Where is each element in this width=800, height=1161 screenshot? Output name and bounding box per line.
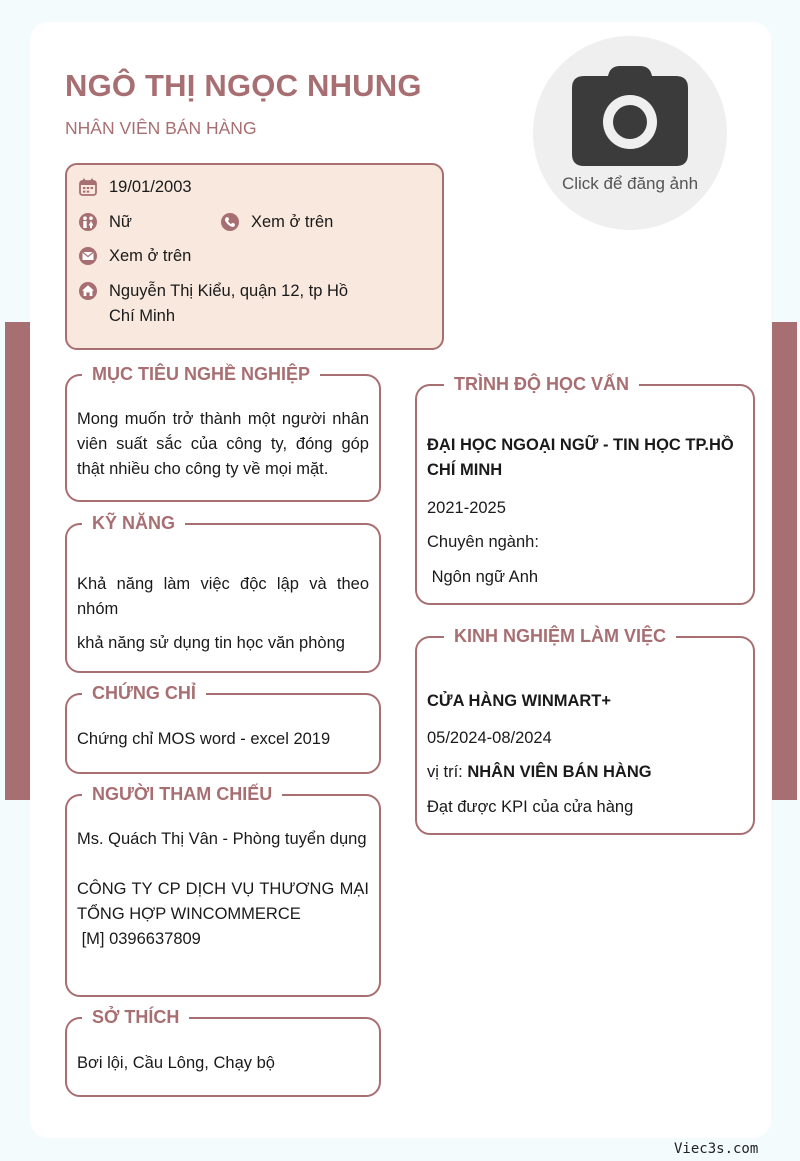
address-row[interactable] [78,279,378,329]
certificates-title: CHỨNG CHỈ [82,682,206,704]
home-icon [78,281,98,301]
skill-item[interactable]: Khả năng làm việc độc lập và theo nhóm [77,575,369,618]
education-period[interactable]: 2021-2025 [427,499,506,517]
reference-phone[interactable]: [M] 0396637809 [77,930,201,948]
dob-row[interactable] [78,175,192,200]
gender-icon [78,212,98,232]
address-value: Nguyễn Thị Kiểu, quận 12, tp Hồ Chí Minh [109,282,349,325]
mail-icon [78,246,98,266]
watermark: Viec3s.com [674,1141,759,1157]
phone-icon [220,212,240,232]
experience-company[interactable]: CỬA HÀNG WINMART+ [427,692,612,710]
email-value: Xem ở trên [109,247,192,265]
skill-item[interactable]: khả năng sử dụng tin học văn phòng [77,634,345,652]
experience-position-row[interactable] [427,760,747,785]
education-major-label: Chuyên ngành: [427,533,539,551]
camera-icon [572,64,688,166]
contact-info-box [65,163,444,350]
phone-row[interactable] [220,210,333,235]
education-major[interactable]: Ngôn ngữ Anh [427,568,539,586]
phone-value: Xem ở trên [251,213,334,231]
objective-title: MỤC TIÊU NGHỀ NGHIỆP [82,363,320,385]
objective-section [65,364,381,502]
dob-value: 19/01/2003 [109,178,192,196]
education-title: TRÌNH ĐỘ HỌC VẤN [444,373,639,395]
certificates-section [65,683,381,774]
hobbies-text[interactable]: Bơi lội, Cầu Lông, Chạy bộ [77,1054,275,1072]
email-row[interactable] [78,244,191,269]
gender-value: Nữ [109,213,132,231]
skills-title: KỸ NĂNG [82,512,185,534]
experience-achievement[interactable]: Đạt được KPI của cửa hàng [427,798,634,816]
hobbies-title: SỞ THÍCH [82,1006,189,1028]
right-accent-stripe [772,322,797,800]
calendar-icon [78,177,98,197]
experience-period[interactable]: 05/2024-08/2024 [427,729,552,747]
job-title[interactable]: NHÂN VIÊN BÁN HÀNG [65,118,257,138]
full-name[interactable]: NGÔ THỊ NGỌC NHUNG [65,68,422,103]
hobbies-section [65,1007,381,1097]
gender-row[interactable] [78,210,132,235]
reference-person[interactable]: Ms. Quách Thị Vân - Phòng tuyển dụng [77,830,367,848]
photo-upload[interactable] [533,36,727,230]
objective-text[interactable]: Mong muốn trở thành một người nhân viên suất sắc của công ty, đóng góp thật nhiều cho công ty về mọi mặt. [77,410,369,478]
certificate-item[interactable]: Chứng chỉ MOS word - excel 2019 [77,730,331,748]
experience-section [415,626,755,835]
reference-company[interactable]: CÔNG TY CP DỊCH VỤ THƯƠNG MẠI TỔNG HỢP WINCOMMERCE [77,880,369,923]
education-section [415,374,755,605]
photo-caption: Click để đăng ảnh [561,174,699,193]
left-accent-stripe [5,322,30,800]
position-label: vị trí: [427,763,468,781]
experience-title: KINH NGHIỆM LÀM VIỆC [444,625,676,647]
references-section [65,784,381,997]
skills-section [65,513,381,673]
position-value: NHÂN VIÊN BÁN HÀNG [467,763,652,781]
education-school[interactable]: ĐẠI HỌC NGOẠI NGỮ - TIN HỌC TP.HỒ CHÍ MINH [427,436,734,479]
references-title: NGƯỜI THAM CHIẾU [82,783,282,805]
